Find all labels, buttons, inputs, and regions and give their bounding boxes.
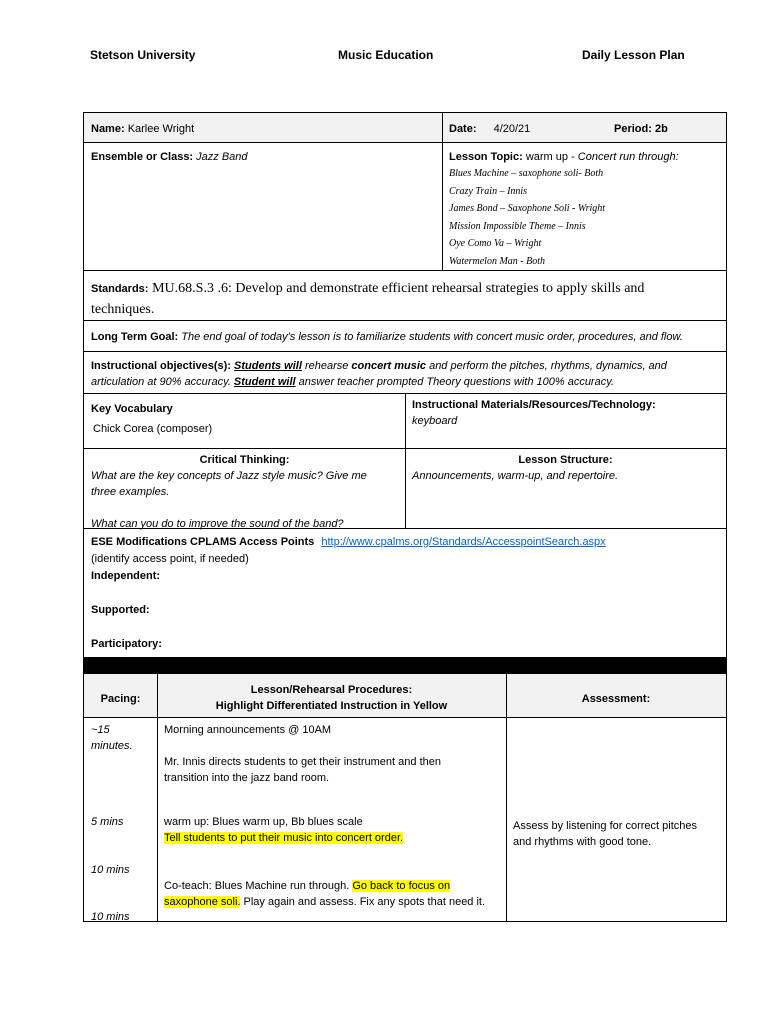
pacing-value: 5 mins <box>91 816 124 828</box>
critical-thinking-question: What are the key concepts of Jazz style music? Give me <box>91 470 367 482</box>
department-name: Music Education <box>338 48 434 62</box>
critical-thinking-question-cont: three examples. <box>91 486 170 498</box>
procedures-column <box>157 718 506 923</box>
pacing-value-cont: minutes. <box>91 740 133 752</box>
materials-value: keyboard <box>412 415 458 427</box>
vocab-label: Key Vocabulary <box>91 403 173 415</box>
topic-label: Lesson Topic: <box>449 151 523 163</box>
ese-row <box>84 528 726 658</box>
assessment-text-cont: and rhythms with good tone. <box>513 836 652 848</box>
critical-thinking-label: Critical Thinking: <box>199 454 290 466</box>
topic-item: Mission Impossible Theme – Innis <box>449 220 586 232</box>
lesson-structure-label: Lesson Structure: <box>518 454 613 466</box>
topic-item: Blues Machine – saxophone soli- Both <box>449 168 604 179</box>
vocab-materials-row <box>84 393 726 448</box>
procedure-step: Morning announcements @ 10AM <box>164 724 332 736</box>
objectives-label: Instructional objectives(s): <box>91 360 231 372</box>
participatory-label: Participatory: <box>91 638 162 650</box>
long-term-goal-label: Long Term Goal: <box>91 331 179 343</box>
lesson-structure-cell <box>405 448 726 488</box>
separator-bar <box>83 657 727 673</box>
standards-text: MU.68.S.3 .6: Develop and demonstrate efficient rehearsal strategies to apply skills and <box>152 281 645 296</box>
date-cell <box>442 117 726 141</box>
ese-note: (identify access point, if needed) <box>91 553 249 565</box>
materials-label: Instructional Materials/Resources/Technology: <box>412 399 656 411</box>
objectives-text: articulation at 90% accuracy. <box>91 376 234 388</box>
topic-value: warm up - <box>525 151 578 163</box>
date-value: 4/20/21 <box>493 123 531 135</box>
pacing-value: 10 mins <box>91 864 130 876</box>
long-term-goal-text: The end goal of today's lesson is to familiarize students with concert music order, procedures, and flow. <box>181 331 683 343</box>
thinking-structure-row <box>84 448 726 528</box>
topic-item: James Bond – Saxophone Soli - Wright <box>449 203 606 214</box>
procedure-step: Mr. Innis directs students to get their instrument and then <box>164 756 441 768</box>
name-cell <box>84 117 444 141</box>
date-label: Date: <box>449 123 477 135</box>
topic-cell <box>442 145 726 274</box>
document-type: Daily Lesson Plan <box>582 48 685 62</box>
procedures-header <box>157 678 506 718</box>
standards-cell <box>84 274 726 323</box>
topic-item: Oye Como Va – Wright <box>449 238 542 249</box>
pacing-value: 10 mins <box>91 911 130 923</box>
procedure-step: Co-teach: Blues Machine run through. <box>164 880 353 892</box>
critical-thinking-cell <box>84 448 405 536</box>
critical-thinking-question: What can you do to improve the sound of the band? <box>91 518 344 530</box>
name-date-row <box>84 113 726 142</box>
vocab-cell <box>84 397 404 441</box>
standards-label: Standards: <box>91 283 149 295</box>
pacing-column <box>84 718 157 923</box>
supported-label: Supported: <box>91 604 150 616</box>
pacing-value: ~15 <box>91 724 110 736</box>
topic-item: Crazy Train – Innis <box>449 185 528 197</box>
procedure-step: warm up: Blues warm up, Bb blues scale <box>164 816 363 828</box>
differentiated-instruction: Go back to focus on <box>352 880 451 892</box>
ensemble-topic-row <box>84 142 726 270</box>
university-name: Stetson University <box>90 48 196 62</box>
table-bottom-border <box>83 921 727 922</box>
ese-label: ESE Modifications CPLAMS Access Points <box>91 536 315 548</box>
differentiated-instruction-cont: saxophone soli. <box>164 896 241 908</box>
ensemble-value: Jazz Band <box>196 151 248 163</box>
ensemble-cell <box>84 145 442 169</box>
objectives-text: rehearse <box>301 360 352 372</box>
ese-cell <box>84 530 726 657</box>
long-term-goal-cell <box>84 325 726 349</box>
lesson-structure-value: Announcements, warm-up, and repertoire. <box>412 470 619 482</box>
long-term-goal-row <box>84 320 726 351</box>
standards-row <box>84 270 726 320</box>
objectives-cell <box>84 354 726 394</box>
procedure-step-cont: transition into the jazz band room. <box>164 772 330 784</box>
pacing-header: Pacing: <box>100 693 141 705</box>
differentiated-instruction: Tell students to put their music into concert order. <box>164 832 404 844</box>
independent-label: Independent: <box>91 570 161 582</box>
ensemble-label: Ensemble or Class: <box>91 151 194 163</box>
objectives-students-will: Students will <box>234 360 302 372</box>
standards-text-cont: techniques. <box>91 302 155 317</box>
procedures-header-subtitle: Highlight Differentiated Instruction in Yellow <box>215 700 448 712</box>
objectives-concert-music: concert music <box>351 360 427 372</box>
name-value: Karlee Wright <box>127 123 195 135</box>
lesson-plan-table <box>83 112 727 663</box>
objectives-student-will: Student will <box>233 376 296 388</box>
topic-italic: Concert run through: <box>577 151 679 163</box>
materials-cell <box>405 393 726 433</box>
topic-item: Watermelon Man - Both <box>449 255 546 267</box>
procedure-step-cont: Play again and assess. Fix any spots that need it. <box>240 896 486 908</box>
procedures-table <box>83 673 727 922</box>
procedures-header-title: Lesson/Rehearsal Procedures: <box>250 684 413 696</box>
period-label: Period: 2b <box>614 123 668 135</box>
objectives-text: and perform the pitches, rhythms, dynamics, and <box>426 360 667 372</box>
procedures-header-row <box>84 674 726 717</box>
assessment-header: Assessment: <box>581 693 651 705</box>
objectives-row <box>84 351 726 393</box>
vocab-value: Chick Corea (composer) <box>93 423 213 435</box>
name-label: Name: <box>91 123 125 135</box>
assessment-column <box>506 814 726 854</box>
cpalms-link[interactable]: http://www.cpalms.org/Standards/AccesspointSearch.aspx <box>321 536 606 548</box>
assessment-text: Assess by listening for correct pitches <box>513 820 698 832</box>
objectives-text: answer teacher prompted Theory questions with 100% accuracy. <box>295 376 614 388</box>
